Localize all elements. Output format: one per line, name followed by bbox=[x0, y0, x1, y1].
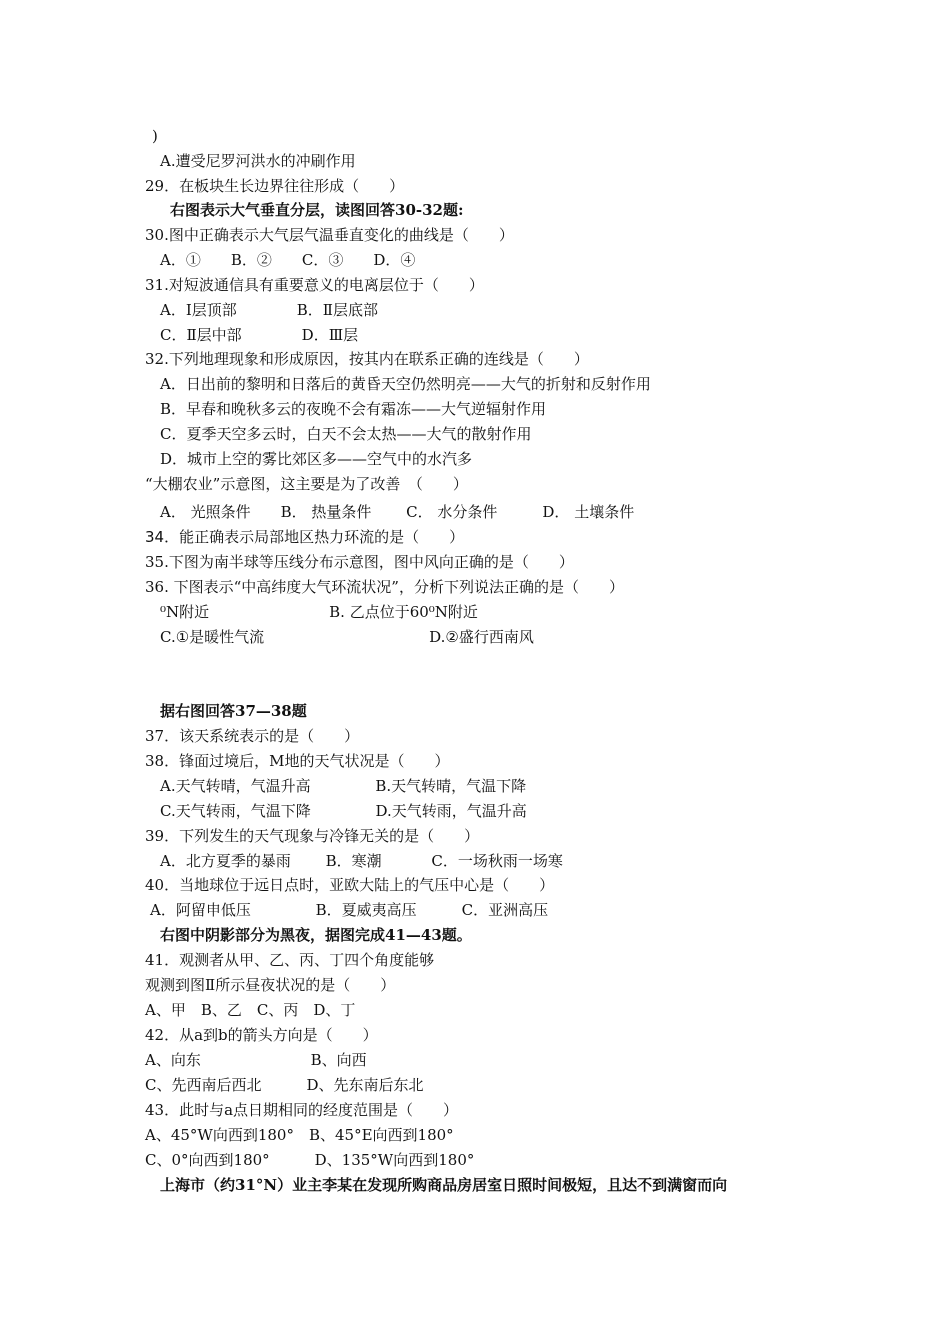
option-line: C、先西南后西北 D、先东南后东北 bbox=[145, 1076, 424, 1094]
question-41: 41．观测者从甲、乙、丙、丁四个角度能够 bbox=[145, 951, 435, 969]
question-41-cont: 观测到图Ⅱ所示昼夜状况的是（ ） bbox=[145, 976, 396, 994]
question-36: 36. 下图表示“中高纬度大气环流状况”，分析下列说法正确的是（ ） bbox=[145, 578, 624, 596]
question-39: 39．下列发生的天气现象与冷锋无关的是（ ） bbox=[145, 827, 480, 845]
option-line: B．早春和晚秋多云的夜晚不会有霜冻——大气逆辐射作用 bbox=[160, 400, 547, 418]
option-line: A．北方夏季的暴雨 B．寒潮 C．一场秋雨一场寒 bbox=[160, 852, 563, 870]
option-line: C．夏季天空多云时，白天不会太热——大气的散射作用 bbox=[160, 425, 532, 443]
question-37: 37．该天系统表示的是（ ） bbox=[145, 727, 360, 745]
option-line: C.天气转雨，气温下降 D.天气转雨，气温升高 bbox=[160, 802, 527, 820]
section-instruction: 据右图回答37—38题 bbox=[160, 702, 307, 720]
question-34: 34．能正确表示局部地区热力环流的是（ ） bbox=[145, 528, 465, 546]
question-38: 38．锋面过境后，M地的天气状况是（ ） bbox=[145, 752, 450, 770]
option-line: A.遭受尼罗河洪水的冲刷作用 bbox=[160, 152, 356, 170]
option-line: A．Ⅰ层顶部 B．Ⅱ层底部 bbox=[160, 301, 378, 319]
question-31: 31.对短波通信具有重要意义的电离层位于（ ） bbox=[145, 276, 484, 294]
option-line: A．阿留申低压 B．夏威夷高压 C．亚洲高压 bbox=[150, 901, 549, 919]
option-line: A.天气转晴，气温升高 B.天气转晴，气温下降 bbox=[160, 777, 527, 795]
question-35: 35.下图为南半球等压线分布示意图，图中风向正确的是（ ） bbox=[145, 553, 574, 571]
option-line: C．Ⅱ层中部 D．Ⅲ层 bbox=[160, 326, 359, 344]
question-30: 30.图中正确表示大气层气温垂直变化的曲线是（ ） bbox=[145, 226, 514, 244]
text-line: ) bbox=[152, 127, 158, 145]
option-line: C.①是暖性气流 D.②盛行西南风 bbox=[160, 628, 534, 646]
option-line: C、0°向西到180° D、135°W向西到180° bbox=[145, 1151, 475, 1169]
option-line: A． 光照条件 B． 热量条件 C． 水分条件 D． 土壤条件 bbox=[160, 503, 635, 521]
question-33: “大棚农业”示意图，这主要是为了改善 （ ） bbox=[145, 475, 468, 493]
option-line: A、向东 B、向西 bbox=[145, 1051, 367, 1069]
question-42: 42．从a到b的箭头方向是（ ） bbox=[145, 1026, 378, 1044]
passage-intro: 上海市（约31°N）业主李某在发现所购商品房居室日照时间极短，且达不到满窗而向 bbox=[160, 1176, 728, 1194]
question-32: 32.下列地理现象和形成原因，按其内在联系正确的连线是（ ） bbox=[145, 350, 589, 368]
question-29: 29．在板块生长边界往往形成（ ） bbox=[145, 177, 405, 195]
question-40: 40．当地球位于远日点时，亚欧大陆上的气压中心是（ ） bbox=[145, 876, 555, 894]
question-43: 43．此时与a点日期相同的经度范围是（ ） bbox=[145, 1101, 459, 1119]
option-line: A．日出前的黎明和日落后的黄昏天空仍然明亮——大气的折射和反射作用 bbox=[160, 375, 651, 393]
option-line: A、甲 B、乙 C、丙 D、丁 bbox=[145, 1001, 356, 1019]
option-line: A、45°W向西到180° B、45°E向西到180° bbox=[145, 1126, 454, 1144]
option-line: ⁰N附近 B. 乙点位于60⁰N附近 bbox=[160, 603, 478, 621]
option-line: D．城市上空的雾比郊区多——空气中的水汽多 bbox=[160, 450, 473, 468]
section-instruction: 右图中阴影部分为黑夜，据图完成41—43题。 bbox=[160, 926, 472, 944]
option-line: A．① B．② C．③ D．④ bbox=[160, 251, 416, 269]
section-instruction: 右图表示大气垂直分层，读图回答30-32题: bbox=[170, 201, 464, 219]
